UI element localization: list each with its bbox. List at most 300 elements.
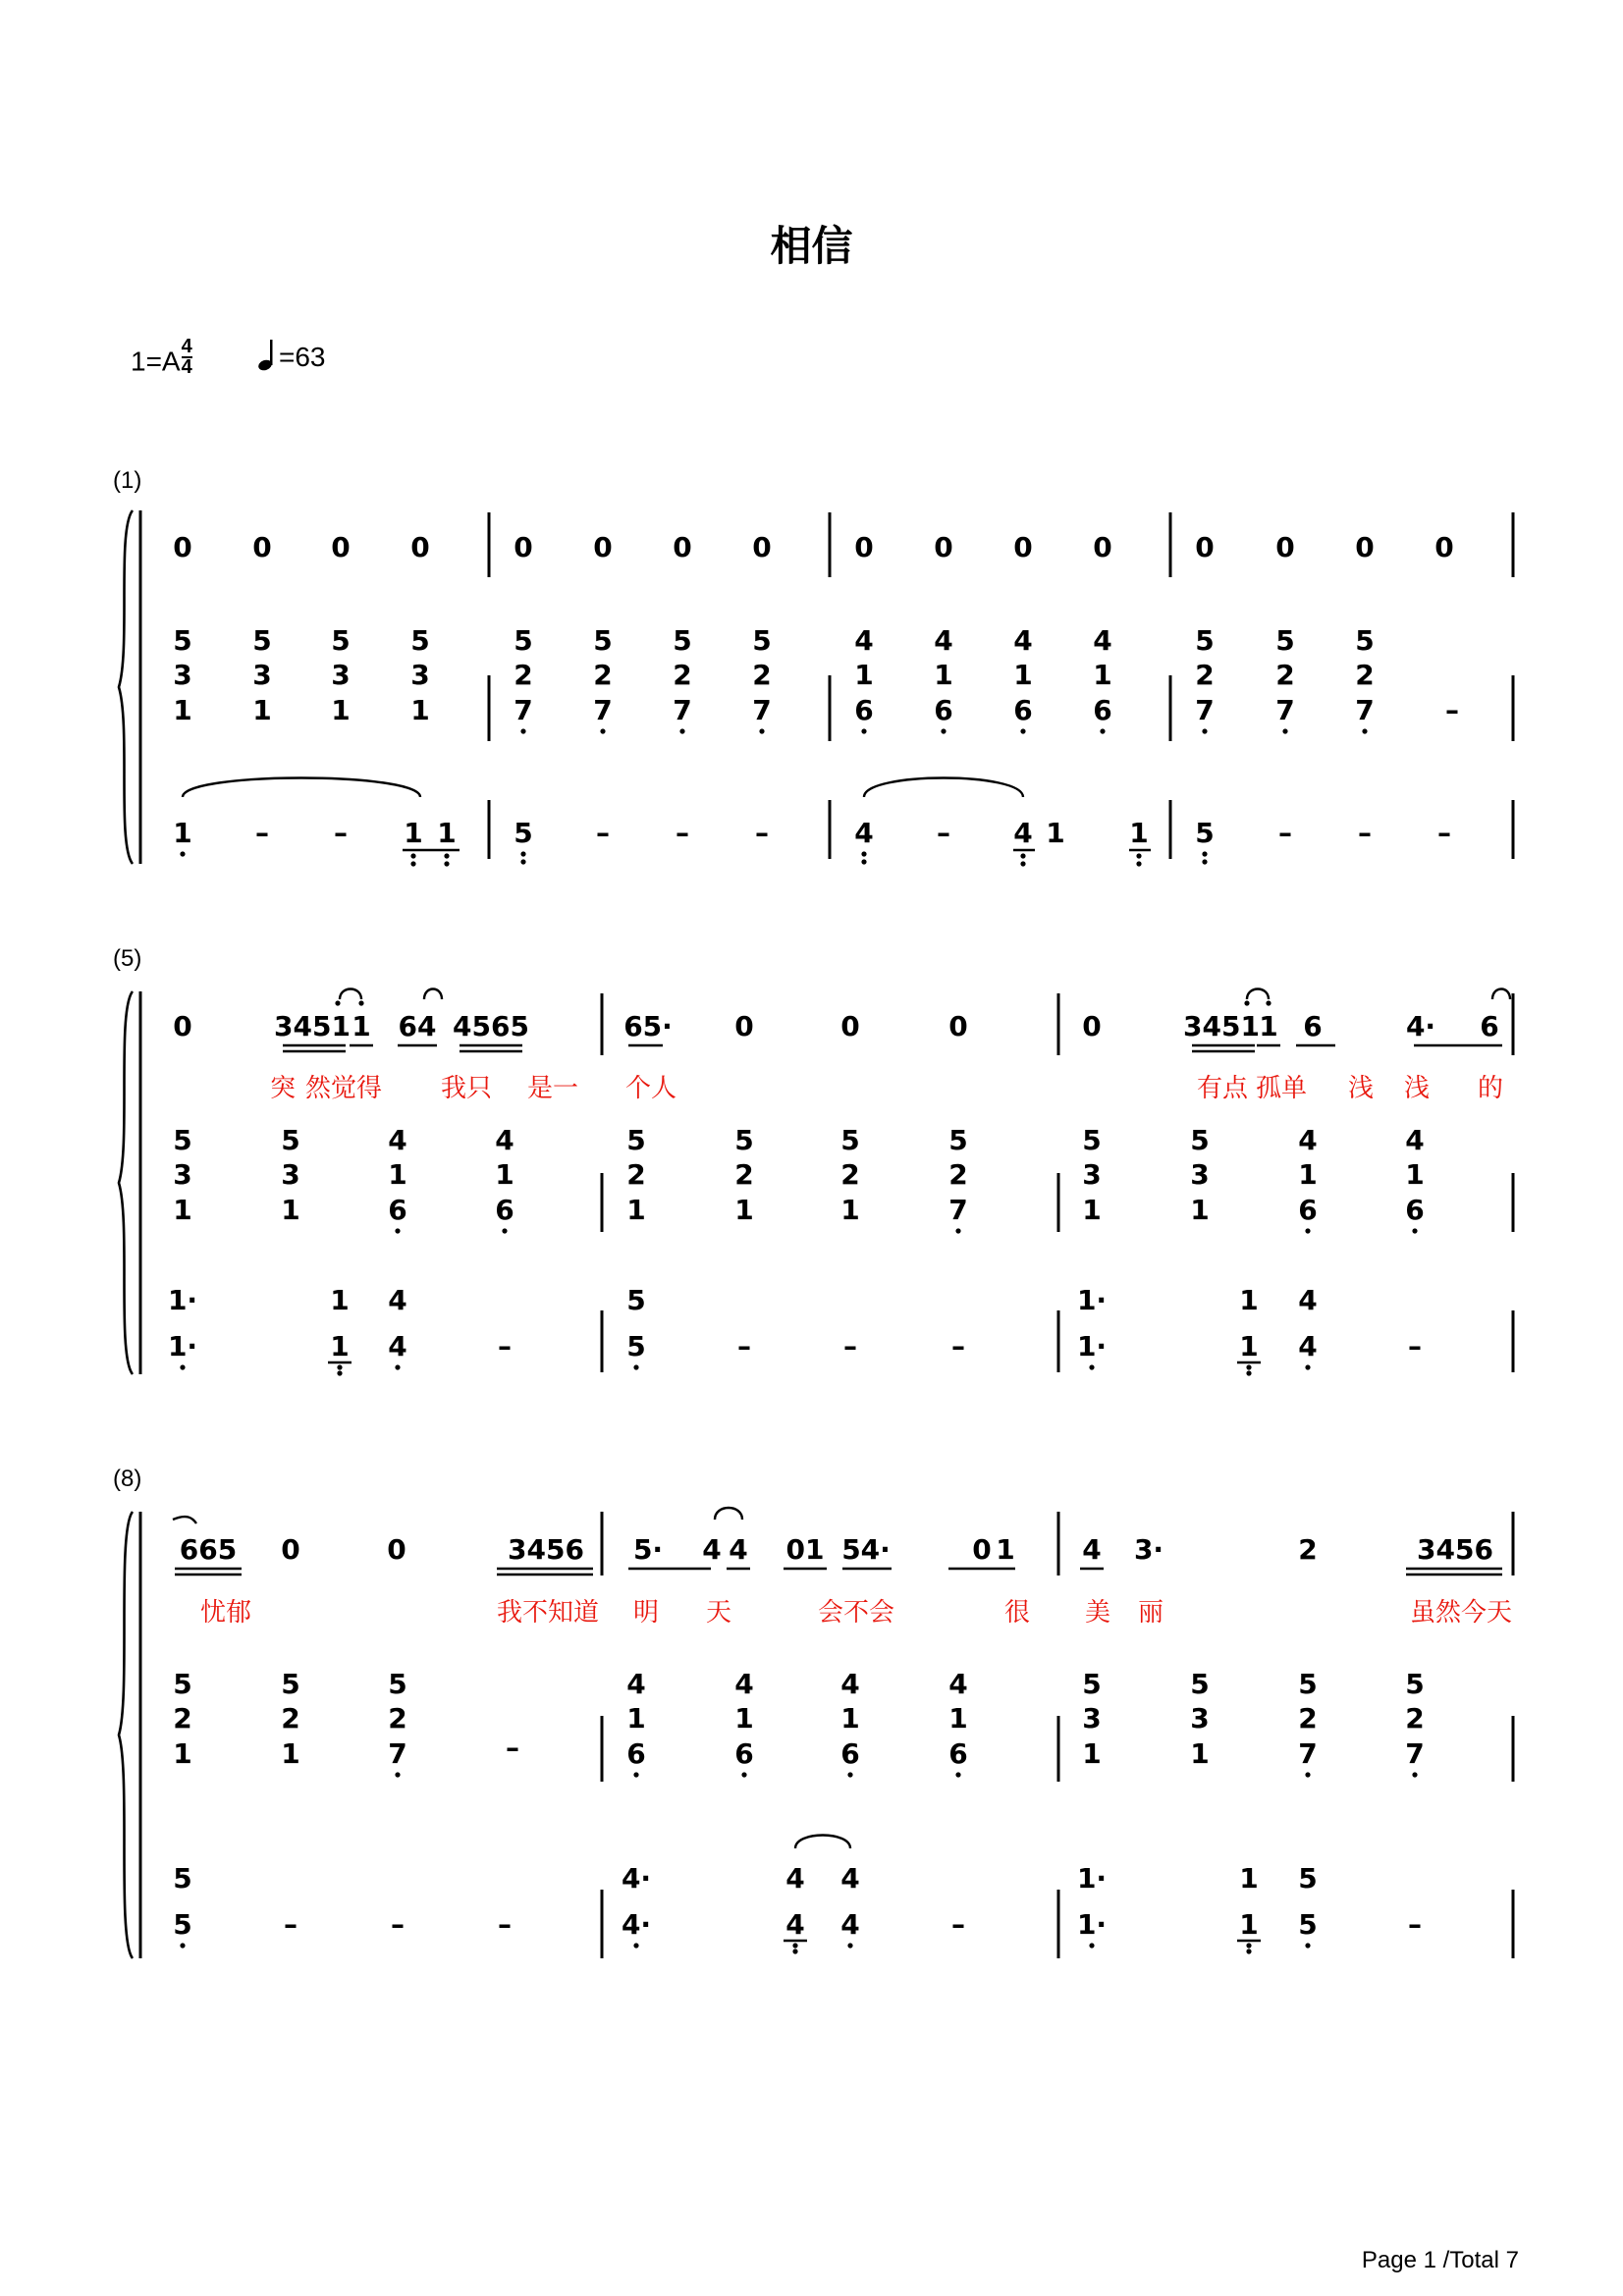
bass-note: 1 [1046,817,1065,849]
chord-note-low: 6 [1405,1194,1425,1226]
sustain-dash: – [843,1330,857,1362]
octave-dot-low [337,1370,342,1375]
chord-note-low: 7 [1355,694,1375,726]
chord-note-low: 1 [626,1194,646,1226]
melody-note: 0 [252,531,272,563]
lyric-syllable: 的 [1477,1074,1504,1103]
slur-tie [173,1517,196,1523]
chord-note-top: 5 [593,624,613,657]
chord-note-mid: 1 [1013,659,1033,691]
octave-dot-low [444,853,449,858]
chord-note-low: 1 [1190,1737,1210,1770]
bass-upper-note: 1 [1239,1862,1259,1895]
chord-note-mid: 3 [1082,1702,1102,1735]
chord-note-mid: 1 [626,1702,646,1735]
chord-note-top: 4 [1013,624,1033,657]
octave-dot-low [1305,1364,1310,1369]
chord-note-mid: 3 [281,1158,300,1191]
octave-dot-low [741,1772,746,1777]
octave-dot-low [861,728,866,733]
lyric-syllable: 天 [705,1598,732,1628]
melody-note: 0 [1013,531,1033,563]
bass-upper-note: 1 [1239,1284,1259,1316]
melody-note: 0 [1434,531,1454,563]
slur-tie [424,989,442,1000]
sustain-dash: – [737,1330,751,1362]
page-footer: Page 1 /Total 7 [1361,2247,1519,2273]
chord-note-top: 4 [854,624,874,657]
bass-upper-note: 5 [1298,1862,1318,1895]
chord-note-top: 4 [734,1668,754,1700]
melody-note: 3456 [508,1533,584,1566]
octave-dot-low [955,1228,960,1233]
melody-note: 0 [173,531,192,563]
melody-note: 665 [179,1533,238,1566]
octave-dot-low [1412,1228,1417,1233]
lyric-syllable: 是一 [526,1074,579,1103]
chord-note-top: 5 [173,1668,192,1700]
chord-note-low: 6 [840,1737,860,1770]
melody-note: 0 [1093,531,1112,563]
sustain-dash: – [498,1908,512,1941]
melody-note: 3451 [1183,1010,1260,1042]
chord-note-low: 7 [1298,1737,1318,1770]
chord-note-top: 4 [1093,624,1112,657]
chord-note-mid: 1 [934,659,953,691]
chord-note-mid: 2 [948,1158,968,1191]
chord-note-low: 6 [626,1737,646,1770]
chord-note-top: 5 [1190,1124,1210,1156]
slur-tie [715,1508,742,1520]
score-title: 相信 [770,222,853,270]
octave-dot-low [941,728,946,733]
octave-dot-low [1362,728,1367,733]
octave-dot-low [1202,851,1207,856]
octave-dot-low [1089,1364,1094,1369]
time-sig-numerator: 4 [181,336,192,357]
sustain-dash: – [334,817,348,849]
chord-note-top: 5 [1195,624,1215,657]
sustain-dash: – [1408,1908,1422,1941]
chord-note-top: 5 [734,1124,754,1156]
melody-note: 3· [1133,1533,1164,1566]
lyric-syllable: 虽然今天 [1409,1598,1513,1628]
melody-note: 0 [1082,1010,1102,1042]
octave-dot-low [1412,1772,1417,1777]
chord-note-mid: 2 [1275,659,1295,691]
octave-dot-low [395,1228,400,1233]
octave-dot-low [1246,1364,1251,1369]
melody-note: 3456 [1417,1533,1493,1566]
octave-dot-low [444,861,449,866]
chord-note-mid: 3 [173,1158,192,1191]
chord-note-top: 4 [495,1124,514,1156]
melody-note: 6 [1480,1010,1499,1042]
chord-note-mid: 1 [1298,1158,1318,1191]
chord-note-top: 5 [173,1124,192,1156]
chord-note-mid: 2 [840,1158,860,1191]
chord-note-mid: 3 [252,659,272,691]
chord-note-top: 5 [173,624,192,657]
bass-note: 1 [330,1330,350,1362]
staff-brace [119,991,133,1374]
bass-note: 5 [1298,1908,1318,1941]
chord-note-low: 7 [673,694,692,726]
sustain-dash: – [255,817,269,849]
chord-note-mid: 3 [1190,1158,1210,1191]
chord-note-low: 1 [734,1194,754,1226]
lyric-syllable: 很 [1003,1598,1031,1628]
octave-dot-low [792,1943,797,1948]
melody-note: 0 [752,531,772,563]
bass-note: 1 [1129,817,1149,849]
melody-note: 0 [1355,531,1375,563]
bass-upper-note: 1 [330,1284,350,1316]
chord-note-top: 5 [1190,1668,1210,1700]
octave-dot-low [792,1949,797,1953]
octave-dot-low [1305,1772,1310,1777]
octave-dot-low [180,851,185,856]
bass-note: 4 [785,1908,805,1941]
octave-dot-low [395,1364,400,1369]
chord-note-mid: 2 [281,1702,300,1735]
sustain-dash: – [1437,817,1451,849]
chord-note-low: 6 [1298,1194,1318,1226]
chord-note-mid: 3 [1190,1702,1210,1735]
bass-upper-note: 1· [1076,1284,1108,1316]
octave-dot-high [1266,1000,1271,1005]
chord-note-mid: 1 [495,1158,514,1191]
chord-note-mid: 2 [1355,659,1375,691]
octave-dot-low [520,859,525,864]
chord-note-mid: 3 [1082,1158,1102,1191]
system-number-1: (1) [113,467,142,494]
chord-note-top: 5 [626,1124,646,1156]
octave-dot-low [1202,728,1207,733]
lyric-syllable: 明 [632,1598,660,1628]
bass-note: 1 [404,817,423,849]
octave-dot-low [395,1772,400,1777]
chord-note-mid: 1 [1405,1158,1425,1191]
octave-dot-high [358,1000,363,1005]
chord-note-top: 5 [948,1124,968,1156]
bass-upper-note: 5 [173,1862,192,1895]
octave-dot-low [1305,1228,1310,1233]
bass-note: 5 [1195,817,1215,849]
octave-dot-low [180,1364,185,1369]
chord-note-low: 7 [1195,694,1215,726]
melody-note: 0 [673,531,692,563]
octave-dot-low [180,1943,185,1948]
key-label: 1=A [131,346,181,377]
bass-note: 4 [840,1908,860,1941]
bass-note: 5 [514,817,533,849]
chord-note-low: 7 [514,694,533,726]
chord-note-low: 7 [948,1194,968,1226]
bass-note: 1· [1076,1330,1108,1362]
sustain-dash: – [937,817,950,849]
chord-note-mid: 2 [1298,1702,1318,1735]
bass-note: 5 [173,1908,192,1941]
octave-dot-high [1244,1000,1249,1005]
lyric-syllable: 我只 [440,1074,493,1103]
chord-note-mid: 2 [1195,659,1215,691]
chord-note-top: 5 [281,1124,300,1156]
chord-note-top: 5 [410,624,430,657]
melody-note: 0 [854,531,874,563]
octave-dot-low [502,1228,507,1233]
system-number-2: (5) [113,945,142,972]
melody-note: 0 [514,531,533,563]
octave-dot-low [520,851,525,856]
time-sig-denominator: 4 [181,356,192,378]
sustain-dash: – [755,817,769,849]
melody-note: 0 [281,1533,300,1566]
melody-note: 0 [934,531,953,563]
chord-note-top: 5 [1275,624,1295,657]
lyric-syllable: 浅 [1347,1074,1375,1103]
melody-note: 01 [785,1533,825,1566]
melody-note: 0 [972,1533,992,1566]
octave-dot-low [1246,1943,1251,1948]
sustain-dash: – [596,817,610,849]
chord-note-mid: 1 [734,1702,754,1735]
chord-note-mid: 2 [734,1158,754,1191]
chord-note-mid: 1 [948,1702,968,1735]
sustain-dash: – [1445,694,1459,726]
slur-tie [864,778,1023,798]
chord-note-low: 1 [1082,1194,1102,1226]
melody-note: 4 [1082,1533,1102,1566]
sustain-dash: – [506,1732,519,1764]
staff-brace [119,1512,133,1958]
chord-note-mid: 3 [410,659,430,691]
chord-note-mid: 3 [173,659,192,691]
chord-note-mid: 2 [514,659,533,691]
octave-dot-low [1305,1943,1310,1948]
octave-dot-low [1100,728,1105,733]
melody-note: 0 [1275,531,1295,563]
octave-dot-low [861,851,866,856]
lyric-syllable: 我不知道 [496,1598,600,1628]
slur-tie [340,989,361,1000]
chord-note-mid: 1 [854,659,874,691]
chord-note-top: 5 [1355,624,1375,657]
system-number-3: (8) [113,1466,142,1492]
chord-note-mid: 2 [673,659,692,691]
bass-upper-note: 4 [388,1284,407,1316]
bass-note: 1· [167,1330,198,1362]
octave-dot-low [1136,853,1141,858]
chord-note-mid: 2 [173,1702,192,1735]
lyric-syllable: 然觉得 [304,1074,383,1103]
melody-note: 3451 [274,1010,351,1042]
octave-dot-low [1136,861,1141,866]
bass-note: 4 [388,1330,407,1362]
bass-note: 4 [1298,1330,1318,1362]
chord-note-low: 6 [734,1737,754,1770]
lyric-syllable: 突 [269,1074,297,1103]
bass-note: 1 [1239,1330,1259,1362]
melody-note: 1 [996,1533,1015,1566]
bass-upper-note: 4 [1298,1284,1318,1316]
octave-dot-low [759,728,764,733]
octave-dot-low [955,1772,960,1777]
chord-note-mid: 2 [1405,1702,1425,1735]
bass-upper-note: 4· [621,1862,652,1895]
sustain-dash: – [498,1330,512,1362]
bass-note: 1 [1239,1908,1259,1941]
chord-note-mid: 2 [626,1158,646,1191]
melody-note: 0 [1195,531,1215,563]
chord-note-low: 6 [948,1737,968,1770]
octave-dot-high [335,1000,340,1005]
chord-note-top: 5 [752,624,772,657]
melody-note: 0 [387,1533,406,1566]
bass-upper-note: 4 [840,1862,860,1895]
chord-note-top: 5 [1405,1668,1425,1700]
chord-note-low: 1 [331,694,351,726]
chord-note-low: 7 [593,694,613,726]
melody-note: 6 [1303,1010,1323,1042]
octave-dot-low [337,1364,342,1369]
melody-note: 54· [841,1533,891,1566]
tempo-value: =63 [279,342,326,372]
chord-note-low: 6 [934,694,953,726]
slur-tie [1492,989,1510,1000]
sustain-dash: – [1278,817,1292,849]
bass-note: 1 [173,817,192,849]
melody-note: 4 [702,1533,722,1566]
octave-dot-low [633,1772,638,1777]
chord-note-mid: 2 [752,659,772,691]
octave-dot-low [1282,728,1287,733]
melody-note: 0 [173,1010,192,1042]
chord-note-top: 4 [626,1668,646,1700]
chord-note-low: 7 [752,694,772,726]
chord-note-low: 7 [1275,694,1295,726]
lyric-syllable: 忧郁 [199,1598,252,1628]
slur-tie [183,778,420,798]
sustain-dash: – [951,1330,965,1362]
chord-note-low: 6 [1013,694,1033,726]
bass-note: 4 [1013,817,1033,849]
chord-note-top: 4 [934,624,953,657]
melody-note: 4565 [453,1010,529,1042]
octave-dot-low [861,859,866,864]
chord-note-top: 5 [1298,1668,1318,1700]
sustain-dash: – [284,1908,298,1941]
chord-note-top: 5 [673,624,692,657]
sustain-dash: – [676,817,689,849]
slur-tie [1247,989,1269,1000]
chord-note-low: 7 [388,1737,407,1770]
chord-note-low: 6 [495,1194,514,1226]
octave-dot-low [1246,1949,1251,1953]
slur-tie [795,1836,850,1849]
bass-upper-note: 5 [626,1284,646,1316]
bass-note: 1· [1076,1908,1108,1941]
lyric-syllable: 有点 [1196,1074,1249,1103]
melody-note: 64 [398,1010,437,1042]
chord-note-mid: 2 [593,659,613,691]
chord-note-mid: 3 [331,659,351,691]
bass-upper-note: 1· [167,1284,198,1316]
chord-note-low: 1 [252,694,272,726]
melody-note: 0 [593,531,613,563]
chord-note-low: 1 [281,1194,300,1226]
octave-dot-low [520,728,525,733]
chord-note-mid: 1 [1093,659,1112,691]
melody-note: 0 [840,1010,860,1042]
lyric-syllable: 美 [1084,1598,1111,1628]
chord-note-top: 5 [281,1668,300,1700]
melody-note: 0 [734,1010,754,1042]
octave-dot-low [633,1364,638,1369]
octave-dot-low [679,728,684,733]
melody-note: 5· [632,1533,664,1566]
chord-note-low: 6 [1093,694,1112,726]
octave-dot-low [1020,853,1025,858]
bass-upper-note: 1· [1076,1862,1108,1895]
lyric-syllable: 丽 [1137,1598,1164,1628]
lyric-syllable: 孤单 [1255,1074,1308,1103]
octave-dot-low [1089,1943,1094,1948]
chord-note-top: 5 [514,624,533,657]
chord-note-top: 5 [252,624,272,657]
chord-note-low: 1 [410,694,430,726]
melody-note: 1 [352,1010,371,1042]
bass-note: 1 [437,817,457,849]
bass-upper-note: 4 [785,1862,805,1895]
melody-note: 0 [948,1010,968,1042]
chord-note-low: 1 [840,1194,860,1226]
chord-note-low: 6 [388,1194,407,1226]
octave-dot-low [1246,1370,1251,1375]
melody-note: 4 [729,1533,748,1566]
octave-dot-low [1020,728,1025,733]
melody-note: 0 [331,531,351,563]
octave-dot-low [847,1772,852,1777]
lyric-syllable: 会不会 [817,1598,895,1628]
sustain-dash: – [1358,817,1372,849]
melody-note: 1 [1259,1010,1278,1042]
chord-note-low: 1 [281,1737,300,1770]
octave-dot-low [410,861,415,866]
melody-note: 2 [1298,1533,1318,1566]
lyric-syllable: 个人 [624,1074,677,1103]
chord-note-top: 4 [948,1668,968,1700]
sustain-dash: – [951,1908,965,1941]
lyric-syllable: 浅 [1403,1074,1431,1103]
bass-note: 5 [626,1330,646,1362]
chord-note-low: 1 [1082,1737,1102,1770]
melody-note: 0 [410,531,430,563]
melody-note: 4· [1405,1010,1436,1042]
octave-dot-low [410,853,415,858]
bass-note: 4· [621,1908,652,1941]
chord-note-top: 5 [1082,1124,1102,1156]
bass-note: 4 [854,817,874,849]
chord-note-mid: 1 [388,1158,407,1191]
octave-dot-low [1202,859,1207,864]
chord-note-top: 4 [1298,1124,1318,1156]
chord-note-top: 5 [388,1668,407,1700]
chord-note-mid: 1 [840,1702,860,1735]
octave-dot-low [847,1943,852,1948]
chord-note-top: 4 [1405,1124,1425,1156]
octave-dot-low [600,728,605,733]
